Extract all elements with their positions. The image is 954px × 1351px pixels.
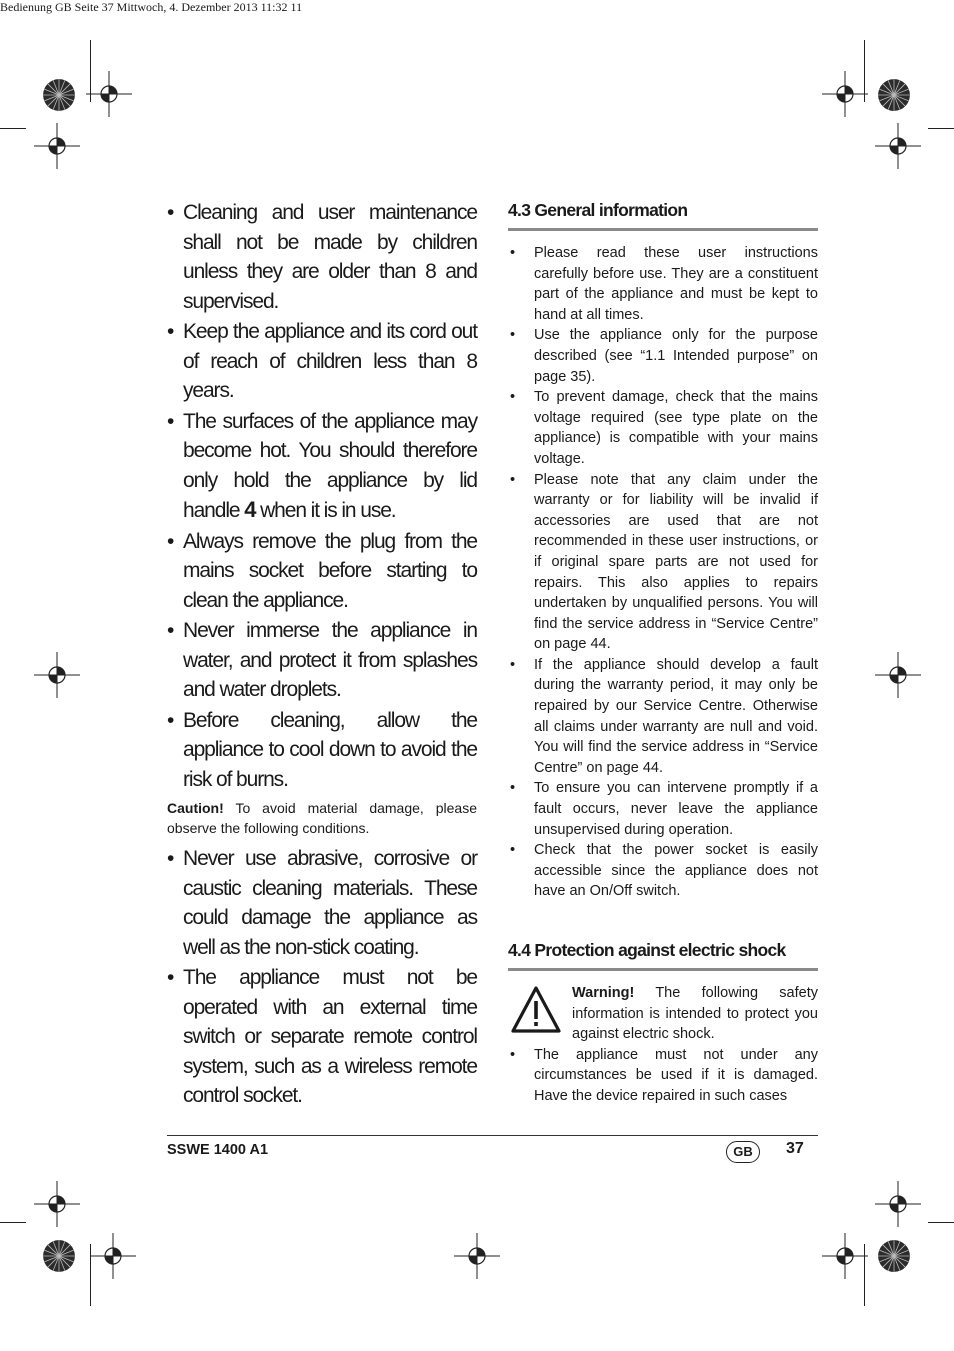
safety-text: Before cleaning, allow the appliance to cool down to avoid the risk of burns. xyxy=(183,708,477,791)
safety-text: The surfaces of the appliance may become hot. You should therefore only hold the appliance by lid handle xyxy=(183,409,477,522)
list-item xyxy=(508,655,818,779)
list-item xyxy=(508,778,818,840)
bullet: • xyxy=(167,409,174,433)
safety-item xyxy=(167,407,477,526)
list-item xyxy=(508,243,818,325)
safety-text: Always remove the plug from the mains socket before starting to clean the appliance. xyxy=(183,529,477,612)
registration-mark xyxy=(822,71,868,117)
list-item-text: To prevent damage, check that the mains voltage required (see type plate on the appliance) is compatible with your mains voltage. xyxy=(534,389,818,467)
bullet: • xyxy=(167,320,174,343)
crop-mark xyxy=(928,1222,954,1223)
registration-mark xyxy=(875,123,921,169)
bullet: • xyxy=(510,656,516,673)
registration-mark xyxy=(875,652,921,698)
right-column xyxy=(508,200,818,902)
bullet: • xyxy=(167,201,174,224)
crop-mark xyxy=(0,1222,26,1223)
section-heading-4-3: 4.3 General information xyxy=(508,200,818,231)
safety-item xyxy=(167,963,477,1111)
right-column-lower xyxy=(508,940,818,1107)
safety-item xyxy=(167,706,477,795)
registration-mark xyxy=(34,123,80,169)
safety-item xyxy=(167,844,477,962)
bullet: • xyxy=(167,966,174,989)
caution-note xyxy=(167,798,477,838)
list-item-text: The appliance must not under any circumstances be used if it is damaged. Have the device repaired in such cases xyxy=(534,1046,818,1104)
safety-text: Never use abrasive, corrosive or caustic cleaning materials. These could damage the appliance as well as the non-stick coating. xyxy=(183,847,477,959)
safety-text: Keep the appliance and its cord out of reach of children less than 8 years. xyxy=(183,320,477,402)
warning-text: The following safety information is intended to protect you against electric shock. xyxy=(572,985,818,1043)
model-number: SSWE 1400 A1 xyxy=(167,1142,269,1158)
crop-mark xyxy=(0,128,26,129)
caution-text: To avoid material damage, please observe the following conditions. xyxy=(167,800,477,836)
electric-shock-list xyxy=(508,1045,818,1107)
safety-item xyxy=(167,527,477,616)
safety-item xyxy=(167,317,477,406)
safety-item xyxy=(167,616,477,705)
list-item xyxy=(508,840,818,902)
list-item-text: Please note that any claim under the warranty or for liability will be invalid if accessories are used that are not recommended in these user instructions, or if original spare parts are not used for repairs. This also applies to repairs undertaken by unqualified persons. You will find the service address in “Service Centre” on page 44. xyxy=(534,471,818,653)
registration-mark xyxy=(822,1233,868,1279)
bullet: • xyxy=(510,842,516,859)
list-item-text: Please read these user instructions carefully before use. They are a constituent part of the appliance and must be kept to hand at all times. xyxy=(534,245,818,323)
part-number: 4 xyxy=(244,497,256,522)
color-target-mark xyxy=(878,79,910,111)
warning-label: Warning! xyxy=(572,985,635,1001)
bullet: • xyxy=(510,780,516,797)
registration-mark xyxy=(34,652,80,698)
section-heading-4-4: 4.4 Protection against electric shock xyxy=(508,940,818,971)
color-target-mark xyxy=(43,79,75,111)
list-item-text: Use the appliance only for the purpose described (see “1.1 Intended purpose” on page 35). xyxy=(534,327,818,385)
warning-note xyxy=(508,983,818,1045)
color-target-mark xyxy=(43,1240,75,1272)
safety-item xyxy=(167,198,477,316)
registration-mark xyxy=(34,1181,80,1227)
registration-mark xyxy=(86,71,132,117)
safety-text: The appliance must not be operated with an external time switch or separate remote control system, such as a wireless remote control socket. xyxy=(183,966,477,1107)
warning-triangle-icon xyxy=(510,985,562,1035)
list-item-text: To ensure you can intervene promptly if a fault occurs, never leave the appliance unsupervised during operation. xyxy=(534,780,818,838)
registration-mark xyxy=(875,1181,921,1227)
registration-mark xyxy=(454,1233,500,1279)
bullet: • xyxy=(510,389,516,406)
safety-text: Never immerse the appliance in water, and protect it from splashes and water droplets. xyxy=(183,619,477,701)
print-slug-line: Bedienung GB Seite 37 Mittwoch, 4. Dezember 2013 11:32 11 xyxy=(0,0,303,14)
bullet: • xyxy=(510,1046,516,1063)
bullet: • xyxy=(167,619,174,642)
page-number: 37 xyxy=(786,1140,804,1157)
left-column xyxy=(167,198,477,1112)
list-item xyxy=(508,387,818,469)
bullet: • xyxy=(510,327,516,344)
bullet: • xyxy=(167,529,174,553)
list-item xyxy=(508,470,818,655)
list-item-text: If the appliance should develop a fault during the warranty period, it may only be repaired by our Service Centre. Otherwise all claims under warranty are null and void. You will find the service address in “Service Centre” on page 44. xyxy=(534,656,818,776)
footer-rule xyxy=(167,1135,818,1136)
general-info-list xyxy=(508,243,818,902)
color-target-mark xyxy=(878,1240,910,1272)
list-item-text: Check that the power socket is easily accessible since the appliance does not have an On/Off switch. xyxy=(534,842,818,900)
crop-mark xyxy=(928,128,954,129)
bullet: • xyxy=(510,471,516,488)
list-item xyxy=(508,1045,818,1107)
safety-text: Cleaning and user maintenance shall not be made by children unless they are older than 8 and supervised. xyxy=(183,201,477,313)
bullet: • xyxy=(167,847,174,870)
bullet: • xyxy=(510,245,516,261)
registration-mark xyxy=(90,1233,136,1279)
language-badge: GB xyxy=(726,1141,760,1163)
list-item xyxy=(508,325,818,387)
bullet: • xyxy=(167,708,174,732)
caution-label: Caution! xyxy=(167,800,224,816)
safety-text: when it is in use. xyxy=(255,499,396,522)
